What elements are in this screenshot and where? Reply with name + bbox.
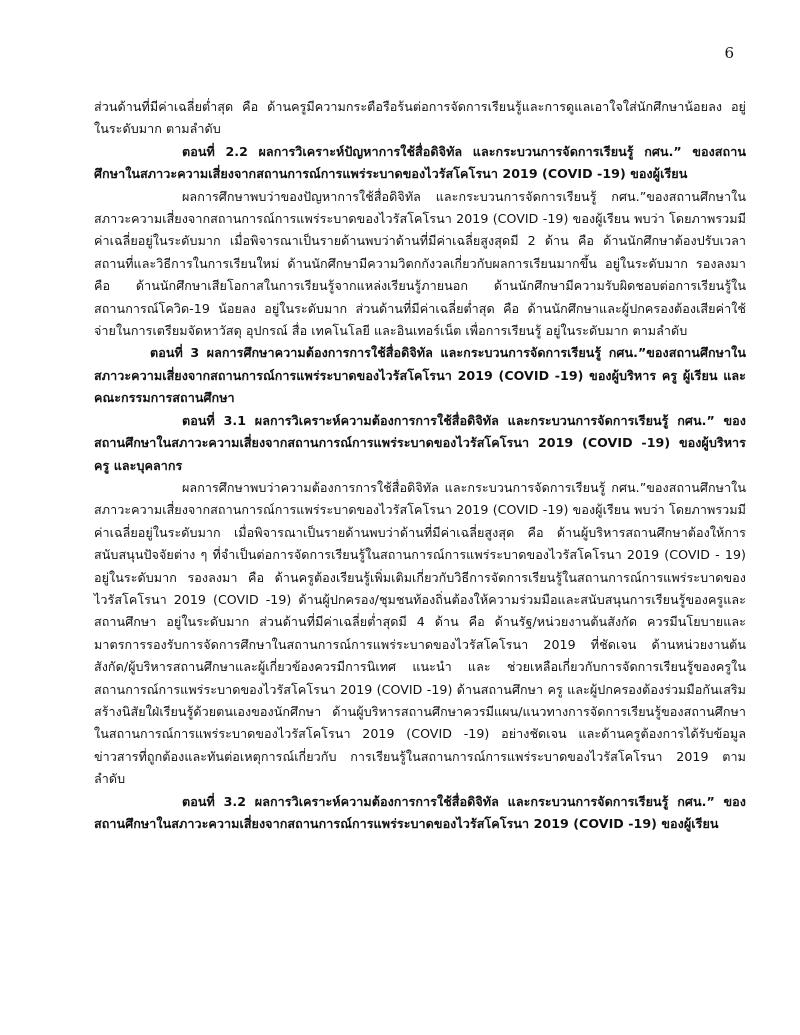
document-body bbox=[94, 96, 746, 835]
paragraph-problems-findings: ผลการศึกษาพบว่าของปัญหาการใช้สื่อดิจิทัล และกระบวนการจัดการเรียนรู้ กศน.”ของสถานศึกษาในสภาวะความเสี่ยงจากสถานการณ์การแพร่ระบาดของไวรัสโคโรนา 2019 (COVID -19) ของผู้เรียน พบว่า โดยภาพรวมมีค่าเฉลี่ยอยู่ในระดับมาก เมื่อพิจารณาเป็นรายด้านพบว่าด้านที่มีค่าเฉลี่ยสูงสุดมี 2 ด้าน คือ ด้านนักศึกษาต้องปรับเวลาสถานที่และวิธีการในการเรียนใหม่ ด้านนักศึกษามีความวิตกกังวลเกี่ยวกับผลการเรียนมากขึ้น อยู่ในระดับมาก รองลงมาคือ ด้านนักศึกษาเสียโอกาสในการเรียนรู้จากแหล่งเรียนรู้ภายนอก ด้านนักศึกษามีความรับผิดชอบต่อการเรียนรู้ในสถานการณ์โควิด-19 น้อยลง อยู่ในระดับมาก ส่วนด้านที่มีค่าเฉลี่ยต่ำสุด คือ ด้านนักศึกษาและผู้ปกครองต้องเสียค่าใช้จ่ายในการเตรียมจัดหาวัสดุ อุปกรณ์ สื่อ เทคโนโลยี และอินเทอร์เน็ต เพื่อการเรียนรู้ อยู่ในระดับมาก ตามลำดับ bbox=[94, 188, 746, 339]
page-number: 6 bbox=[724, 44, 734, 62]
paragraph-summary-end: ส่วนด้านที่มีค่าเฉลี่ยต่ำสุด คือ ด้านครูมีความกระตือรือร้นต่อการจัดการเรียนรู้และการดูแลเอาใจใส่นักศึกษาน้อยลง อยู่ในระดับมาก ตามลำดับ bbox=[94, 99, 746, 137]
section-heading-3: ตอนที่ 3 ผลการศึกษาความต้องการการใช้สื่อดิจิทัล และกระบวนการจัดการเรียนรู้ กศน.”ของสถานศึกษาในสภาวะความเสี่ยงจากสถานการณ์การแพร่ระบาดของไวรัสโคโรนา 2019 (COVID -19) ของผู้บริหาร ครู ผู้เรียน และคณะกรรมการสถานศึกษา bbox=[94, 345, 746, 406]
paragraph-needs-findings: ผลการศึกษาพบว่าความต้องการการใช้สื่อดิจิทัล และกระบวนการจัดการเรียนรู้ กศน.”ของสถานศึกษาในสภาวะความเสี่ยงจากสถานการณ์การแพร่ระบาดของไวรัสโคโรนา 2019 (COVID -19) ของผู้เรียน พบว่า โดยภาพรวมมีค่าเฉลี่ยอยู่ในระดับมาก เมื่อพิจารณาเป็นรายด้านพบว่าด้านที่มีค่าเฉลี่ยสูงสุด คือ ด้านผู้บริหารสถานศึกษาต้องให้การสนับสนุนปัจจัยต่าง ๆ ที่จำเป็นต่อการจัดการเรียนรู้ในสถานการณ์การแพร่ระบาดของไวรัสโคโรนา 2019 (COVID - 19) อยู่ในระดับมาก รองลงมา คือ ด้านครูต้องเรียนรู้เพิ่มเติมเกี่ยวกับวิธีการจัดการเรียนรู้ในสถานการณ์การแพร่ระบาดของไวรัสโคโรนา 2019 (COVID -19) ด้านผู้ปกครอง/ชุมชนท้องถิ่นต้องให้ความร่วมมือและสนับสนุนการเรียนรู้ของครูและสถานศึกษา อยู่ในระดับมาก ส่วนด้านที่มีค่าเฉลี่ยต่ำสุดมี 4 ด้าน คือ ด้านรัฐ/หน่วยงานต้นสังกัด ควรมีนโยบายและมาตรการรองรับการจัดการศึกษาในสถานการณ์การแพร่ระบาดของไวรัสโคโรนา 2019 ที่ชัดเจน ด้านหน่วยงานต้นสังกัด/ผู้บริหารสถานศึกษาและผู้เกี่ยวข้องควรมีการนิเทศ แนะนำ และ ช่วยเหลือเกี่ยวกับการจัดการเรียนรู้ของครูในสถานการณ์การแพร่ระบาดของไวรัสโคโรนา 2019 (COVID -19) ด้านสถานศึกษา ครู และผู้ปกครองต้องร่วมมือกันเสริมสร้างนิสัยใฝ่เรียนรู้ด้วยตนเองของนักศึกษา ด้านผู้บริหารสถานศึกษาควรมีแผน/แนวทางการจัดการเรียนรู้ของสถานศึกษาในสถานการณ์การแพร่ระบาดของไวรัสโคโรนา 2019 (COVID -19) อย่างชัดเจน และด้านครูต้องการได้รับข้อมูลข่าวสารที่ถูกต้องและทันต่อเหตุการณ์เกี่ยวกับ การเรียนรู้ในสถานการณ์การแพร่ระบาดของไวรัสโคโรนา 2019 ตามลำดับ bbox=[94, 479, 746, 787]
section-heading-3-1: ตอนที่ 3.1 ผลการวิเคราะห์ความต้องการการใช้สื่อดิจิทัล และกระบวนการจัดการเรียนรู้ กศน.” ของสถานศึกษาในสภาวะความเสี่ยงจากสถานการณ์การแพร่ระบาดของไวรัสโคโรนา 2019 (COVID -19) ของผู้บริหาร ครู และบุคลากร bbox=[94, 412, 746, 473]
section-heading-2-2: ตอนที่ 2.2 ผลการวิเคราะห์ปัญหาการใช้สื่อดิจิทัล และกระบวนการจัดการเรียนรู้ กศน.” ของสถานศึกษาในสภาวะความเสี่ยงจากสถานการณ์การแพร่ระบาดของไวรัสโคโรนา 2019 (COVID -19) ของผู้เรียน bbox=[94, 143, 746, 182]
section-heading-3-2: ตอนที่ 3.2 ผลการวิเคราะห์ความต้องการการใช้สื่อดิจิทัล และกระบวนการจัดการเรียนรู้ กศน.” ของสถานศึกษาในสภาวะความเสี่ยงจากสถานการณ์การแพร่ระบาดของไวรัสโคโรนา 2019 (COVID -19) ของผู้เรียน bbox=[94, 793, 746, 831]
